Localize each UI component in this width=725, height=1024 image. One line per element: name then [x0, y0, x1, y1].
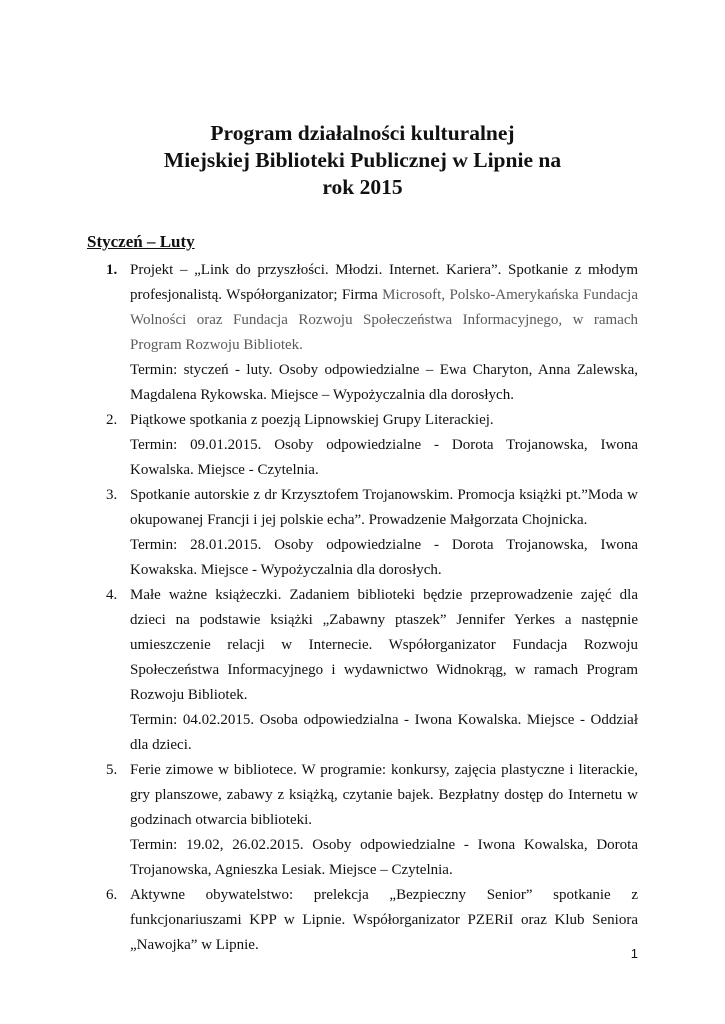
item-description: Piątkowe spotkania z poezją Lipnowskiej Grupy Literackiej.	[130, 412, 494, 428]
item-number: 1.	[106, 262, 118, 278]
list-item	[0, 408, 638, 483]
title-line-2: Miejskiej Biblioteki Publicznej w Lipnie na	[163, 148, 562, 172]
program-list	[0, 258, 725, 958]
list-item	[0, 883, 638, 958]
item-schedule: Termin: 19.02, 26.02.2015. Osoby odpowiedzialne - Iwona Kowalska, Dorota Trojanowska, Agnieszka Lesiak. Miejsce – Czytelnia.	[130, 837, 638, 878]
item-number: 3.	[106, 487, 118, 503]
item-number: 2.	[106, 412, 118, 428]
partner-names: Microsoft, Polsko-Amerykańska Fundacja Wolności oraz Fundacja Rozwoju Społeczeństwa Informacyjnego	[130, 287, 638, 328]
list-item	[0, 258, 638, 408]
item-description: Małe ważne książeczki. Zadaniem biblioteki będzie przeprowadzenie zajęć dla dzieci na podstawie książki „Zabawny ptaszek” Jennifer Yerkes a następnie umieszczenie relacji w Internecie. Współorganizator Fundacja Rozwoju Społeczeństwa Informacyjnego i wydawnictwo Widnokrąg, w ramach Program Rozwoju Bibliotek.	[130, 587, 638, 703]
item-number: 6.	[106, 887, 118, 903]
item-schedule: Termin: 28.01.2015. Osoby odpowiedzialne - Dorota Trojanowska, Iwona Kowakska. Miejsce - Wypożyczalnia dla dorosłych.	[130, 537, 638, 578]
item-number: 4.	[106, 587, 118, 603]
item-schedule: Termin: 09.01.2015. Osoby odpowiedzialne - Dorota Trojanowska, Iwona Kowalska. Miejsce - Czytelnia.	[130, 437, 638, 478]
page-number: 1	[630, 946, 638, 961]
document-title	[0, 120, 725, 201]
item-number: 5.	[106, 762, 118, 778]
list-item	[0, 758, 638, 883]
item-description: Ferie zimowe w bibliotece. W programie: konkursy, zajęcia plastyczne i literackie, gry planszowe, zabawy z książką, czytanie bajek. Bezpłatny dostęp do Internetu w godzinach otwarcia biblioteki.	[130, 762, 638, 828]
section-heading: Styczeń – Luty	[87, 232, 195, 251]
list-item	[0, 483, 638, 583]
item-schedule: Termin: 04.02.2015. Osoba odpowiedzialna - Iwona Kowalska. Miejsce - Oddział dla dzieci.	[130, 712, 638, 753]
item-description: Spotkanie autorskie z dr Krzysztofem Trojanowskim. Promocja książki pt.”Moda w okupowanej Francji i jej polskie echa”. Prowadzenie Małgorzata Chojnicka.	[130, 487, 638, 528]
title-line-3: rok 2015	[322, 175, 403, 199]
item-description-end: , w ramach Program Rozwoju Bibliotek.	[130, 312, 639, 353]
item-schedule: Termin: styczeń - luty. Osoby odpowiedzialne – Ewa Charyton, Anna Zalewska, Magdalena Rykowska. Miejsce – Wypożyczalnia dla dorosłych.	[130, 362, 638, 403]
item-description-text: Projekt – „Link do przyszłości. Młodzi. Internet. Kariera”. Spotkanie z młodym profesjonalistą. Współorganizator; Firma	[130, 262, 638, 303]
item-description: Aktywne obywatelstwo: prelekcja „Bezpieczny Senior” spotkanie z funkcjonariuszami KPP w Lipnie. Współorganizator PZERiI oraz Klub Seniora „Nawojka” w Lipnie.	[130, 887, 638, 953]
item-description	[130, 258, 638, 358]
list-item	[0, 583, 638, 758]
title-line-1: Program działalności kulturalnej	[210, 121, 515, 145]
